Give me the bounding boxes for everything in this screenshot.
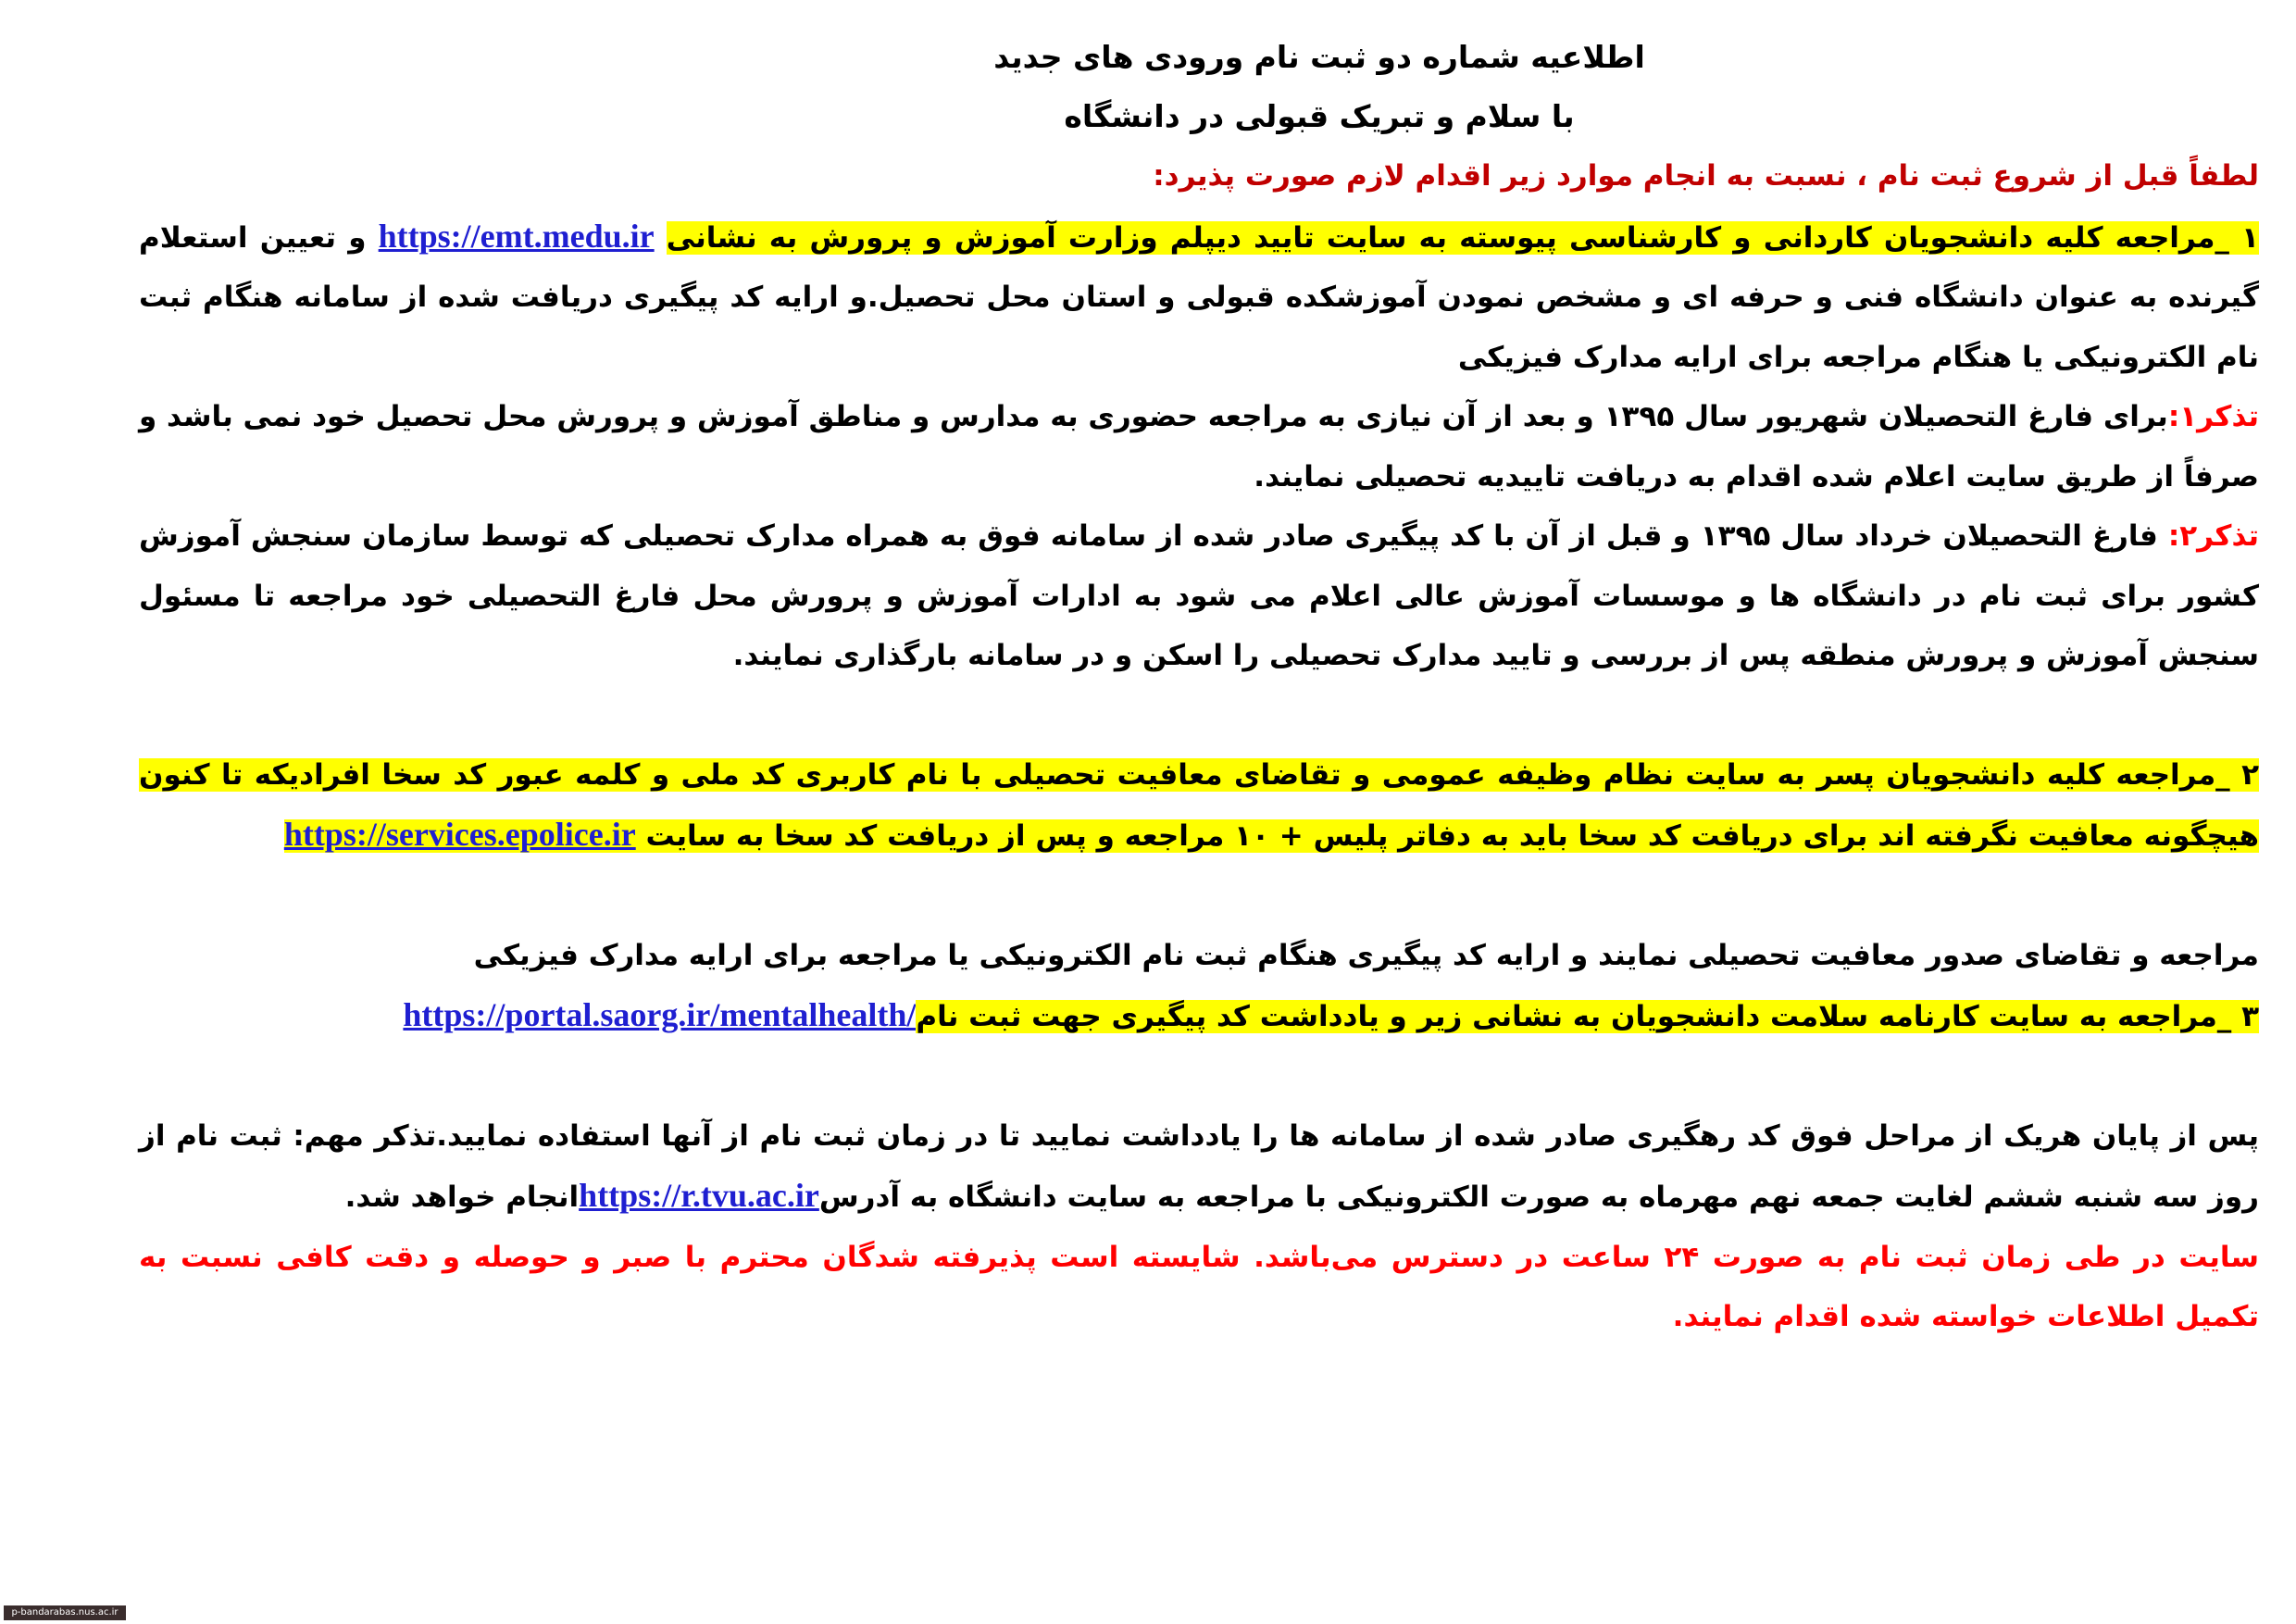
tvu-registration-link[interactable]: https://r.tvu.ac.ir [579,1177,819,1214]
item-2 [139,745,2259,867]
epolice-link[interactable]: https://services.epolice.ir [283,816,636,853]
announcement-document [139,28,2259,1347]
item-1-continuation: و تعیین استعلام گیرنده به عنوان دانشگاه فنی و حرفه ای و مشخص نمودن آموزشکده قبولی و استان محل تحصیل.و ارایه کد پیگیری دریافت شده از سامانه هنگام ثبت نام الکترونیکی یا هنگام مراجعه برای ارایه مدارک فیزیکی [139,220,2259,374]
availability-note: سایت در طی زمان ثبت نام به صورت ۲۴ ساعت در دسترس می‌باشد. شایسته است پذیرفته شدگان محترم با صبر و حوصله و دقت کافی نسبت به تکمیل اطلاعات خواسته شده اقدام نمایند. [139,1240,2259,1333]
note-1-text: برای فارغ التحصیلان شهریور سال ۱۳۹۵ و بعد از آن نیازی به مراجعه حضوری به مدارس و مناطق آموزش و پرورش محل تحصیل خود نمی باشد و صرفاً از طریق سایت اعلام شده اقدام به دریافت تاییدیه تحصیلی نمایند. [139,400,2259,493]
page-subtitle: با سلام و تبریک قبولی در دانشگاه [1064,98,1575,134]
item-2-highlight: ۲ _مراجعه کلیه دانشجویان پسر به سایت نظام وظیفه عمومی و تقاضای معافیت تحصیلی با نام کاربری کد ملی و کلمه عبور کد سخا افرادیکه تا کنون هیچگونه معافیت نگرفته اند برای دریافت کد سخا باید به دفاتر پلیس + ۱۰ مراجعه و پس از دریافت کد سخا به سایت https://services.epolice.ir [139,757,2259,853]
intro-instruction: لطفاً قبل از شروع ثبت نام ، نسبت به انجام موارد زیر اقدام لازم صورت پذیرد: [1153,159,2259,193]
item-1-highlight: ۱ _مراجعه کلیه دانشجویان کاردانی و کارشناسی پیوسته به سایت تایید دیپلم وزارت آموزش و پرورش به نشانی [666,220,2259,255]
note-2-text: فارغ التحصیلان خرداد سال ۱۳۹۵ و قبل از آن با کد پیگیری صادر شده از سامانه فوق به همراه مدارک تحصیلی که توسط سازمان سنجش آموزش کشور برای ثبت نام در دانشگاه ها و موسسات آموزش عالی اعلام می شود به ادارات آموزش و پرورش محل فارغ التحصیلی خود مراجعه تا مسئول سنجش آموزش و پرورش منطقه پس از بررسی و تایید مدارک تحصیلی را اسکن و در سامانه بارگذاری نمایند. [139,519,2259,672]
closing-text-end: انجام خواهد شد. [344,1181,580,1214]
saorg-mentalhealth-link[interactable]: https://portal.saorg.ir/mentalhealth/ [403,996,917,1033]
closing-paragraph [139,1106,2259,1228]
note-1-label: تذکر۱: [2167,400,2259,433]
item-3-highlight: ۳ _مراجعه به سایت کارنامه سلامت دانشجویان به نشانی زیر و یادداشت کد پیگیری جهت ثبت نام [916,1000,2259,1033]
site-watermark: p-bandarabas.nus.ac.ir [4,1605,126,1620]
note-2-label: تذکر۲: [2167,519,2259,553]
page-title: اطلاعیه شماره دو ثبت نام ورودی های جدید [993,39,1645,75]
item-1 [139,206,2259,388]
emt-medu-link[interactable]: https://emt.medu.ir [378,217,655,255]
note-2 [139,506,2259,686]
item-3 [139,985,2259,1047]
closing-text: پس از پایان هریک از مراحل فوق کد رهگیری صادر شده از سامانه ها را یادداشت نمایید تا در زمان ثبت نام از آنها استفاده نمایید.تذکر مهم: ثبت نام از روز سه شنبه ششم لغایت جمعه نهم مهرماه به صورت الکترونیکی با مراجعه به سایت دانشگاه به آدرس [139,1118,2259,1214]
item-2-continuation: مراجعه و تقاضای صدور معافیت تحصیلی نمایند و ارایه کد پیگیری هنگام ثبت نام الکترونیکی یا مراجعه برای ارایه مدارک فیزیکی [473,938,2259,972]
note-1 [139,387,2259,506]
